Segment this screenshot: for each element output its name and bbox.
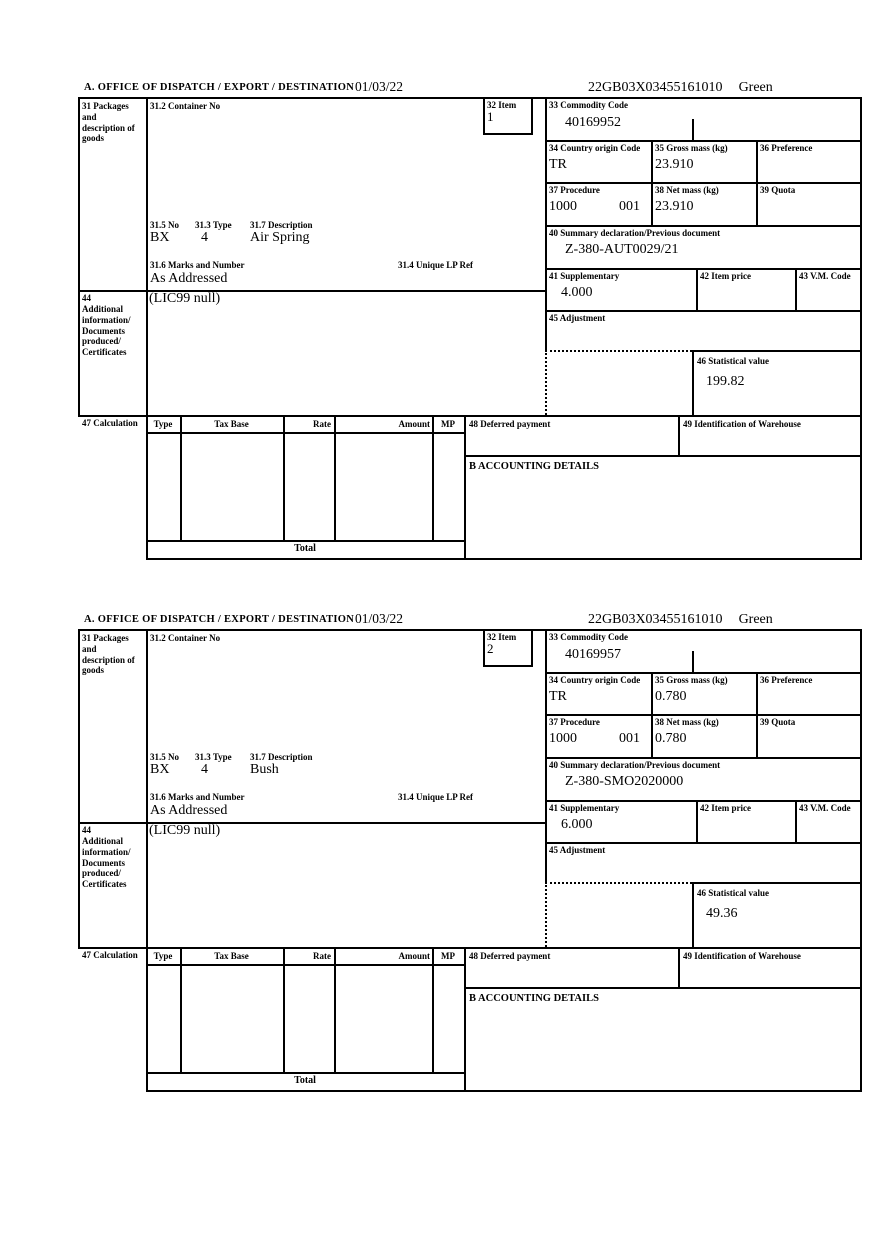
divider [78, 947, 862, 949]
dotted-divider [545, 350, 692, 352]
divider [696, 268, 698, 310]
divider [756, 140, 758, 225]
divider [78, 97, 80, 417]
divider [146, 97, 148, 560]
commodity-code-value: 40169952 [565, 115, 621, 130]
box41-label: 41 Supplementary [549, 803, 620, 813]
net-mass-value: 0.780 [655, 731, 687, 746]
divider [283, 415, 285, 540]
box49-label: 49 Identification of Warehouse [683, 951, 801, 961]
box46-label: 46 Statistical value [697, 888, 769, 898]
divider [146, 964, 464, 966]
divider [531, 629, 533, 667]
net-mass-value: 23.910 [655, 199, 694, 214]
routing-status: Green [738, 612, 773, 627]
box43-label: 43 V.M. Code [799, 803, 851, 813]
statistical-value: 199.82 [706, 374, 745, 389]
divider [180, 947, 182, 1072]
divider [545, 842, 862, 844]
divider [78, 97, 862, 99]
box31-5-label: 31.5 No [150, 220, 179, 230]
divider [432, 415, 434, 540]
divider [483, 629, 485, 667]
goods-description: Bush [250, 762, 279, 777]
divider [545, 268, 862, 270]
mrn-value: 22GB03X03455161010 [588, 80, 723, 95]
item-number: 2 [487, 641, 494, 656]
divider [180, 415, 182, 540]
procedure-group [549, 199, 640, 214]
divider [432, 947, 434, 1072]
box31-3-label: 31.3 Type [195, 752, 232, 762]
packages-no: BX [150, 762, 170, 777]
box31-7-label: 31.7 Description [250, 752, 313, 762]
box39-label: 39 Quota [760, 185, 796, 195]
divider [146, 432, 464, 434]
box33-label: 33 Commodity Code [549, 100, 628, 110]
col-mp-header: MP [441, 951, 455, 961]
col-amount-header: Amount [398, 951, 430, 961]
box43-label: 43 V.M. Code [799, 271, 851, 281]
box33-label: 33 Commodity Code [549, 632, 628, 642]
box31-2-label: 31.2 Container No [150, 101, 221, 111]
divider [483, 97, 485, 135]
additional-info-value: (LIC99 null) [149, 823, 221, 838]
divider [545, 310, 862, 312]
box46-label: 46 Statistical value [697, 356, 769, 366]
country-origin-value: TR [549, 689, 567, 704]
box31-5-label: 31.5 No [150, 752, 179, 762]
marks-value: As Addressed [150, 803, 228, 818]
box31-3-label: 31.3 Type [195, 220, 232, 230]
box47-label: 47 Calculation [82, 950, 138, 960]
packages-no: BX [150, 230, 170, 245]
box32-label: 32 Item [487, 100, 517, 110]
divider [464, 455, 862, 457]
divider [545, 140, 862, 142]
col-taxbase-header: Tax Base [214, 951, 249, 961]
box44-number: 44 [82, 293, 91, 303]
procedure-group [549, 731, 640, 746]
box47-label: 47 Calculation [82, 418, 138, 428]
divider [692, 651, 694, 672]
box42-label: 42 Item price [700, 803, 751, 813]
col-rate-header: Rate [313, 951, 331, 961]
divider [860, 629, 862, 1092]
box35-label: 35 Gross mass (kg) [655, 143, 728, 153]
box44-number: 44 [82, 825, 91, 835]
divider [464, 947, 466, 1092]
box48-label: 48 Deferred payment [469, 951, 551, 961]
section-b-title: B ACCOUNTING DETAILS [469, 993, 599, 1004]
divider [545, 182, 862, 184]
col-amount-header: Amount [398, 419, 430, 429]
box49-label: 49 Identification of Warehouse [683, 419, 801, 429]
marks-value: As Addressed [150, 271, 228, 286]
divider [692, 119, 694, 140]
divider [678, 947, 680, 987]
box31-2-label: 31.2 Container No [150, 633, 221, 643]
divider [545, 714, 862, 716]
section-a-title: A. OFFICE OF DISPATCH / EXPORT / DESTINATION [84, 614, 355, 625]
box34-label: 34 Country origin Code [549, 675, 641, 685]
previous-document-value: Z-380-SMO2020000 [565, 774, 684, 789]
supplementary-value: 4.000 [561, 285, 593, 300]
box31-4-label: 31.4 Unique LP Ref [398, 792, 474, 802]
mrn-value: 22GB03X03455161010 [588, 612, 723, 627]
goods-description: Air Spring [250, 230, 310, 245]
box40-label: 40 Summary declaration/Previous document [549, 228, 721, 238]
box31-label: 31 Packages and description of goods [82, 101, 135, 144]
divider [78, 629, 80, 949]
box44-label: Additional information/ Documents produced/ Certificates [82, 836, 131, 890]
box35-label: 35 Gross mass (kg) [655, 675, 728, 685]
col-type-header: Type [153, 419, 173, 429]
divider [146, 558, 862, 560]
divider [334, 415, 336, 540]
declaration-item-2 [78, 612, 864, 1112]
packages-type: 4 [201, 230, 208, 245]
col-mp-header: MP [441, 419, 455, 429]
box41-label: 41 Supplementary [549, 271, 620, 281]
box31-6-label: 31.6 Marks and Number [150, 260, 245, 270]
box36-label: 36 Preference [760, 675, 813, 685]
dotted-divider [545, 882, 547, 947]
divider [78, 415, 862, 417]
divider [464, 415, 466, 560]
divider [678, 415, 680, 455]
divider [483, 665, 533, 667]
divider [795, 268, 797, 310]
declaration-item-1 [78, 80, 864, 580]
procedure-code-2: 001 [619, 199, 640, 214]
divider [651, 672, 653, 757]
divider [531, 97, 533, 135]
routing-status: Green [738, 80, 773, 95]
divider [692, 350, 862, 352]
divider [146, 1090, 862, 1092]
packages-type: 4 [201, 762, 208, 777]
mrn-group [588, 612, 773, 627]
procedure-code-2: 001 [619, 731, 640, 746]
divider [545, 757, 862, 759]
box31-7-label: 31.7 Description [250, 220, 313, 230]
country-origin-value: TR [549, 157, 567, 172]
total-label: Total [294, 543, 316, 554]
additional-info-value: (LIC99 null) [149, 291, 221, 306]
total-label: Total [294, 1075, 316, 1086]
procedure-code: 1000 [549, 199, 577, 214]
dotted-divider [545, 350, 547, 415]
box31-4-label: 31.4 Unique LP Ref [398, 260, 474, 270]
procedure-code: 1000 [549, 731, 577, 746]
divider [860, 97, 862, 560]
box37-label: 37 Procedure [549, 185, 600, 195]
commodity-code-value: 40169957 [565, 647, 621, 662]
box37-label: 37 Procedure [549, 717, 600, 727]
divider [692, 882, 694, 947]
box34-label: 34 Country origin Code [549, 143, 641, 153]
divider [78, 629, 862, 631]
divider [651, 140, 653, 225]
col-rate-header: Rate [313, 419, 331, 429]
divider [756, 672, 758, 757]
divider [545, 225, 862, 227]
col-taxbase-header: Tax Base [214, 419, 249, 429]
divider [146, 540, 464, 542]
date-value: 01/03/22 [355, 611, 404, 626]
box44-label: Additional information/ Documents produced/ Certificates [82, 304, 131, 358]
statistical-value: 49.36 [706, 906, 738, 921]
box45-label: 45 Adjustment [549, 845, 606, 855]
divider [545, 629, 547, 882]
box32-label: 32 Item [487, 632, 517, 642]
gross-mass-value: 0.780 [655, 689, 687, 704]
divider [795, 800, 797, 842]
section-b-title: B ACCOUNTING DETAILS [469, 461, 599, 472]
gross-mass-value: 23.910 [655, 157, 694, 172]
date-value: 01/03/22 [355, 79, 404, 94]
divider [283, 947, 285, 1072]
box38-label: 38 Net mass (kg) [655, 185, 719, 195]
col-type-header: Type [153, 951, 173, 961]
previous-document-value: Z-380-AUT0029/21 [565, 242, 679, 257]
divider [146, 1072, 464, 1074]
divider [545, 800, 862, 802]
supplementary-value: 6.000 [561, 817, 593, 832]
box39-label: 39 Quota [760, 717, 796, 727]
divider [146, 629, 148, 1092]
item-number: 1 [487, 109, 494, 124]
box45-label: 45 Adjustment [549, 313, 606, 323]
divider [464, 987, 862, 989]
box31-label: 31 Packages and description of goods [82, 633, 135, 676]
box40-label: 40 Summary declaration/Previous document [549, 760, 721, 770]
divider [692, 350, 694, 415]
box48-label: 48 Deferred payment [469, 419, 551, 429]
dotted-divider [545, 882, 692, 884]
box31-6-label: 31.6 Marks and Number [150, 792, 245, 802]
mrn-group [588, 80, 773, 95]
divider [692, 882, 862, 884]
box36-label: 36 Preference [760, 143, 813, 153]
divider [483, 133, 533, 135]
divider [334, 947, 336, 1072]
box42-label: 42 Item price [700, 271, 751, 281]
divider [696, 800, 698, 842]
divider [545, 97, 547, 350]
box38-label: 38 Net mass (kg) [655, 717, 719, 727]
section-a-title: A. OFFICE OF DISPATCH / EXPORT / DESTINATION [84, 82, 355, 93]
divider [545, 672, 862, 674]
